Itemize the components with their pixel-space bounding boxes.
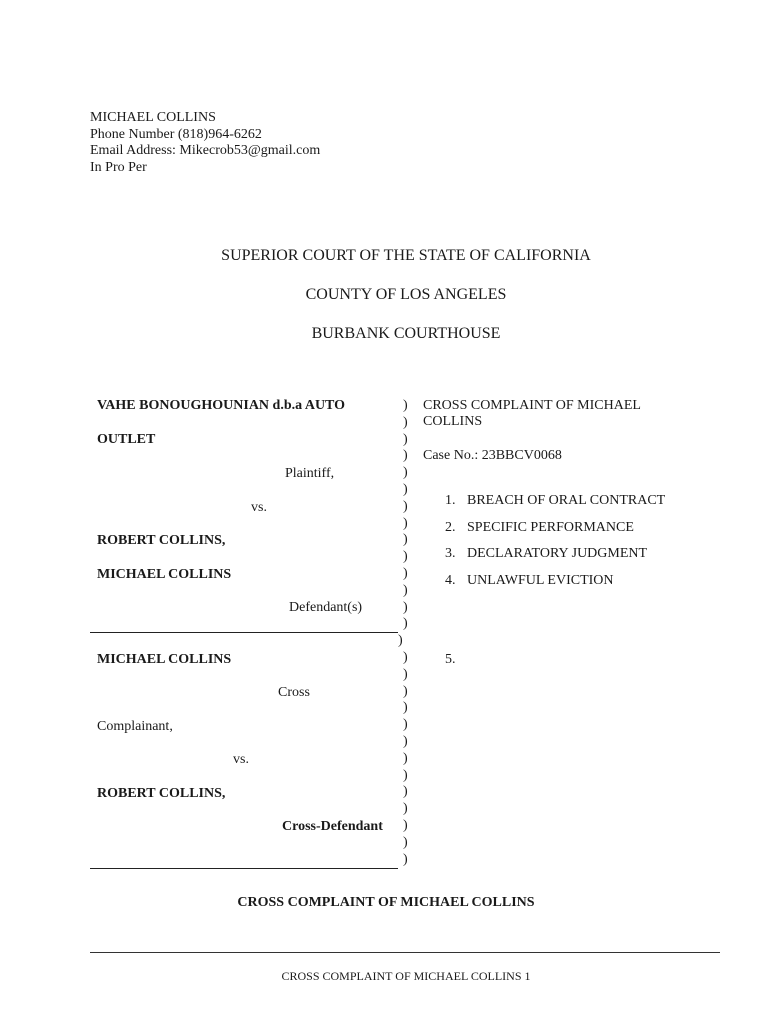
- caption-parenthesis: ): [403, 414, 408, 430]
- cross-defendant-role: Cross-Defendant: [282, 819, 383, 834]
- body-title: CROSS COMPLAINT OF MICHAEL COLLINS: [237, 895, 535, 910]
- cause-text: DECLARATORY JUDGMENT: [467, 546, 648, 562]
- caption-parenthesis: ): [403, 532, 408, 548]
- caption-divider-2: [90, 868, 398, 869]
- cross-defendant-name: ROBERT COLLINS,: [97, 786, 226, 801]
- case-number: Case No.: 23BBCV0068: [423, 448, 562, 463]
- caption-parenthesis: ): [403, 616, 408, 632]
- versus-2: vs.: [233, 752, 249, 767]
- filer-info: [90, 110, 320, 177]
- footer-title: CROSS COMPLAINT OF MICHAEL COLLINS: [281, 969, 522, 983]
- cause-of-action-item: [445, 573, 665, 600]
- causes-of-action-list: [445, 493, 665, 599]
- caption-parenthesis: ): [403, 851, 408, 867]
- caption-parenthesis: ): [403, 767, 408, 783]
- caption-parenthesis: ): [403, 498, 408, 514]
- caption-parenthesis: ): [403, 649, 408, 665]
- cause-text: BREACH OF ORAL CONTRACT: [467, 493, 666, 508]
- plaintiff-name-line2: OUTLET: [97, 432, 156, 447]
- caption-parenthesis: ): [403, 666, 408, 682]
- cause-of-action-item: [445, 546, 665, 573]
- caption-parenthesis: ): [403, 784, 408, 800]
- caption-parenthesis: ): [403, 750, 408, 766]
- filer-phone: Phone Number (818)964-6262: [90, 126, 262, 142]
- defendant-1: ROBERT COLLINS,: [97, 533, 226, 548]
- caption-parenthesis: ): [403, 448, 408, 464]
- cause-number: 1.: [445, 493, 456, 508]
- filer-status: In Pro Per: [90, 160, 147, 176]
- cause-of-action-item: [445, 520, 665, 547]
- court-name: SUPERIOR COURT OF THE STATE OF CALIFORNIA: [221, 247, 591, 264]
- document-title-line1: CROSS COMPLAINT OF MICHAEL: [423, 398, 641, 413]
- cause-text: SPECIFIC PERFORMANCE: [467, 519, 634, 535]
- caption-parenthesis: ): [403, 733, 408, 749]
- cause-text: UNLAWFUL EVICTION: [467, 572, 614, 588]
- filer-email: Email Address: Mikecrob53@gmail.com: [90, 143, 321, 159]
- cause-number: 2.: [445, 519, 456, 535]
- caption-parenthesis: ): [403, 549, 408, 565]
- caption-parenthesis: ): [403, 465, 408, 481]
- plaintiff-role: Plaintiff,: [285, 466, 335, 481]
- court-county: COUNTY OF LOS ANGELES: [305, 286, 507, 303]
- caption-parenthesis: ): [403, 398, 408, 413]
- cause-number: 4.: [445, 572, 456, 588]
- court-location: BURBANK COURTHOUSE: [311, 325, 501, 342]
- page-footer: [0, 969, 768, 984]
- page-number: 1: [524, 969, 531, 983]
- caption-parenthesis: ): [403, 599, 408, 615]
- cause-number: 3.: [445, 546, 456, 562]
- defendant-2: MICHAEL COLLINS: [97, 567, 232, 582]
- versus-1: vs.: [251, 500, 267, 515]
- cross-complainant-name: MICHAEL COLLINS: [97, 652, 232, 667]
- caption-parenthesis: ): [403, 834, 408, 850]
- footer-rule: [90, 952, 720, 953]
- cause-of-action-item: [445, 493, 665, 520]
- caption-parenthesis: ): [403, 817, 408, 833]
- defendant-role: Defendant(s): [289, 600, 363, 615]
- caption-parenthesis-column: [398, 398, 408, 868]
- caption-parenthesis: ): [403, 481, 408, 497]
- caption-parenthesis: ): [403, 582, 408, 598]
- caption-parenthesis: ): [403, 431, 408, 447]
- caption-parenthesis: ): [403, 515, 408, 531]
- cross-role-line2: Complainant,: [97, 719, 173, 734]
- plaintiff-name-line1: VAHE BONOUGHOUNIAN d.b.a AUTO: [97, 398, 346, 413]
- caption-parenthesis: ): [403, 683, 408, 699]
- caption-parenthesis: ): [403, 717, 408, 733]
- document-title-line2: COLLINS: [423, 414, 483, 429]
- caption-parenthesis: ): [398, 633, 403, 649]
- filer-name: MICHAEL COLLINS: [90, 110, 216, 125]
- caption-parenthesis: ): [403, 565, 408, 581]
- caption-parenthesis: ): [403, 801, 408, 817]
- cross-role-line1: Cross: [278, 685, 310, 700]
- caption-parenthesis: ): [403, 700, 408, 716]
- caption-divider-1: [90, 632, 398, 633]
- cause-number-5: 5.: [445, 652, 456, 667]
